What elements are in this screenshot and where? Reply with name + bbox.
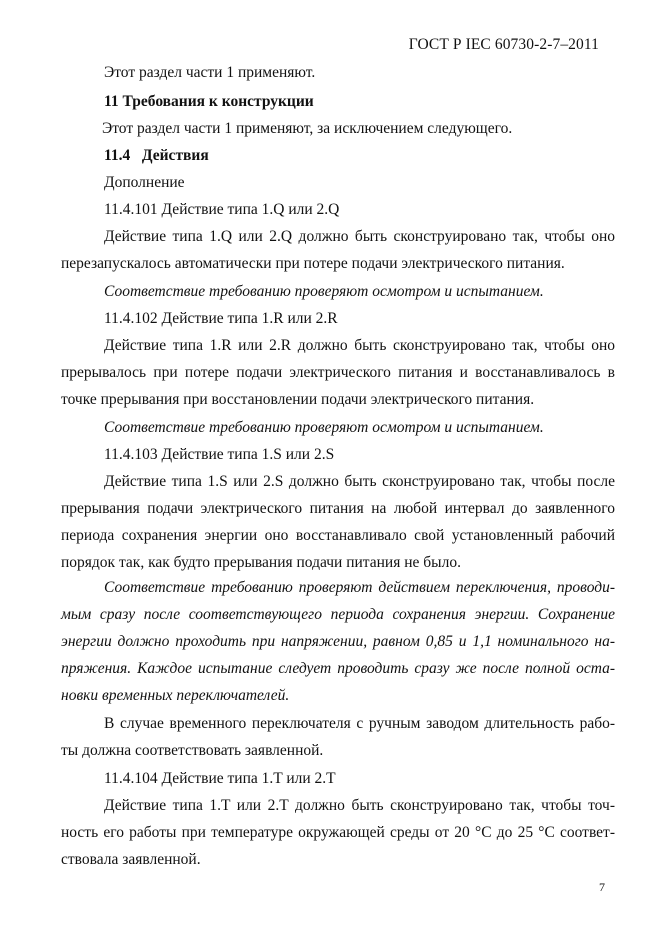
clause-title: 11.4.102 Действие типа 1.R или 2.R [104,310,338,327]
text-line: пряжения. Каждое испытание следует проводить сразу же после полной оста- [61,660,615,677]
text-line: Действие типа 1.Q или 2.Q должно быть сконструировано так, чтобы оно [104,228,615,245]
text-line: перезапускалось автоматически при потере подачи электрического питания. [61,255,565,272]
paragraph [61,227,615,274]
paragraph [61,336,615,410]
verification-note [61,578,615,706]
text-line: энергии должно проходить при напряжении, равном 0,85 и 1,1 номинального на- [61,633,615,650]
paragraph: Дополнение [104,174,185,191]
paragraph [61,472,615,573]
text-line: прерывания подачи электрического питания на любой интервал до заявленного [61,500,615,517]
document-code-header: ГОСТ Р IEC 60730-2-7–2011 [408,36,599,53]
text-line: ствовала заявленной. [61,851,201,868]
page-number: 7 [599,880,605,894]
verification-note: Соответствие требованию проверяют осмотром и испытанием. [104,283,544,300]
text-line: Соответствие требованию проверяют действием переключения, проводи- [104,579,615,596]
paragraph [61,796,615,870]
clause-title: 11.4.101 Действие типа 1.Q или 2.Q [104,201,340,218]
paragraph: Этот раздел части 1 применяют, за исключением следующего. [102,120,513,137]
text-line: ты должна соответствовать заявленной. [61,742,324,759]
clause-title: 11.4.103 Действие типа 1.S или 2.S [104,446,335,463]
paragraph: Этот раздел части 1 применяют. [104,64,316,81]
text-line: периода сохранения энергии оно восстанавливало свой установленный рабочий [61,527,615,544]
text-line: Действие типа 1.S или 2.S должно быть сконструировано так, чтобы после [104,473,615,490]
paragraph [61,714,615,761]
subsection-heading: 11.4 Действия [104,147,209,164]
text-line: новки временных переключателей. [61,687,290,704]
text-line: Действие типа 1.R или 2.R должно быть сконструировано так, чтобы оно [104,337,615,354]
text-line: порядок так, как будто прерывания подачи питания не было. [61,554,461,571]
text-line: прерывалось при потере подачи электрического питания и восстанавливалось в [61,364,615,381]
clause-title: 11.4.104 Действие типа 1.T или 2.T [104,770,336,787]
text-line: Действие типа 1.T или 2.T должно быть сконструировано так, чтобы точ- [104,797,615,814]
section-heading: 11 Требования к конструкции [104,93,314,110]
text-line: ность его работы при температуре окружающей среды от 20 °C до 25 °C соответ- [61,824,615,841]
verification-note: Соответствие требованию проверяют осмотром и испытанием. [104,419,544,436]
text-line: В случае временного переключателя с ручным заводом длительность рабо- [104,715,615,732]
text-line: точке прерывания при восстановлении подачи электрического питания. [61,391,535,408]
text-line: мым сразу после соответствующего периода сохранения энергии. Сохранение [61,606,615,623]
